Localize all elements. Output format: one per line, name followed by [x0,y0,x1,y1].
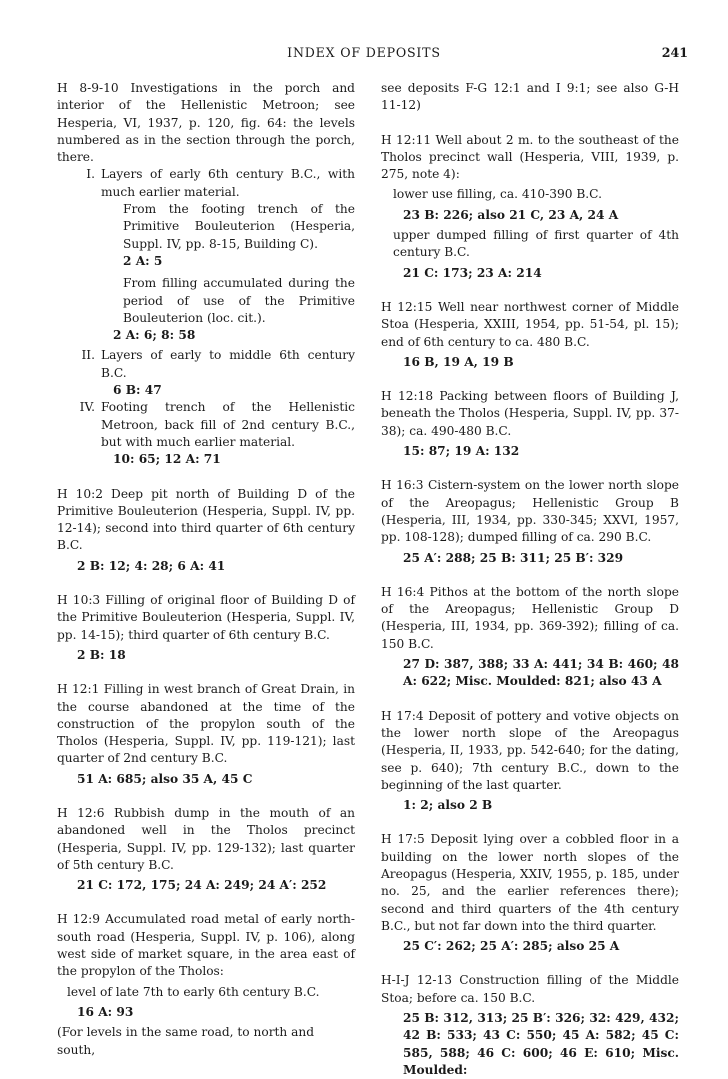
left-column [57,80,355,1059]
level-description: Layers of early 6th century B.C., with much earlier material. [101,167,355,199]
catalogue-reference: 2 A: 6; 8: 58 [113,328,196,343]
continued-note: see deposits F-G 12:1 and I 9:1; see also G-H 11-12) [381,81,679,113]
deposit-h-12-6: H 12:6 Rubbish dump in the mouth of an abandoned well in the Tholos precinct (Hesperia, Suppl. IV, pp. 129-132); last quarter of 5th century B.C. [57,805,355,872]
right-column [381,80,679,1079]
catalogue-reference: 25 A′: 288; 25 B: 311; 25 B′: 329 [403,550,624,565]
level-IV [57,399,355,468]
deposit-h-10-3: H 10:3 Filling of original floor of Building D of the Primitive Bouleuterion (Hesperia, Suppl. IV, pp. 14-15); third quarter of 6th century B.C. [57,593,355,642]
level-description: level of late 7th to early 6th century B.C. [67,984,320,999]
page-number: 241 [661,45,688,60]
deposit-h-16-3: H 16:3 Cistern-system on the lower north slope of the Areopagus; Hellenistic Group B (Hesperia, III, 1934, pp. 330-345; XXVI, 1957, pp. 108-128); dumped filling of ca. 290 B.C. [381,478,679,545]
level-numeral: II. [81,348,95,363]
catalogue-reference: 10: 65; 12 A: 71 [113,452,221,467]
level-numeral: I. [86,167,95,182]
deposit-h-12-11: H 12:11 Well about 2 m. to the southeast of the Tholos precinct wall (Hesperia, VIII, 1939, p. 275, note 4): [381,132,679,182]
deposit-h-17-4: H 17:4 Deposit of pottery and votive objects on the lower north slope of the Areopagus (Hesperia, II, 1933, pp. 542-640; for the dating, see p. 640); 7th century B.C., down to the beginning of the last quarter. [381,708,679,792]
page-header [0,44,728,66]
sublevel-filling: From filling accumulated during the period of use of the Primitive Bouleuterion (loc. cit.). [123,276,355,325]
deposit-h-12-1: H 12:1 Filling in west branch of Great Drain, in the course abandoned at the time of the construction of the propylon south of the Tholos (Hesperia, Suppl. IV, pp. 119-121); last quarter of 2nd century B.C. [57,682,355,766]
running-title: INDEX OF DEPOSITS [287,45,441,60]
catalogue-reference: 25 B: 312, 313; 25 B′: 326; 32: 429, 432; 42 B: 533; 43 C: 550; 45 A: 582; 45 C: 585, 588; 46 C: 600; 46 E: 610; Misc. Moulded: [403,1011,679,1077]
catalogue-reference: 6 B: 47 [113,383,162,398]
level-description: Footing trench of the Hellenistic Metroon, back fill of 2nd century B.C., but with much earlier material. [101,400,355,449]
catalogue-reference: 51 A: 685; also 35 A, 45 C [77,771,253,786]
level-description: upper dumped filling of first quarter of 4th century B.C. [393,228,679,260]
deposit-h-16-4: H 16:4 Pithos at the bottom of the north slope of the Areopagus; Hellenistic Group D (Hesperia, III, 1934, pp. 369-392); filling of ca. 150 B.C. [381,584,679,651]
catalogue-reference: 25 C′: 262; 25 A′: 285; also 25 A [403,939,620,954]
deposit-h-i-j-12-13: H-I-J 12-13 Construction filling of the Middle Stoa; before ca. 150 B.C. [381,973,679,1005]
catalogue-reference: 2 B: 12; 4: 28; 6 A: 41 [77,558,226,573]
level-description: Layers of early to middle 6th century B.C. [101,348,355,380]
deposit-h-17-5: H 17:5 Deposit lying over a cobbled floor in a building on the lower north slopes of the Areopagus (Hesperia, XXIV, 1955, p. 185, under no. 25, and the earlier references there); second and third quarters of the 4th century B.C., but not far down into the third quarter. [381,832,679,933]
catalogue-reference: 16 A: 93 [77,1004,134,1019]
continued-note: (For levels in the same road, to north and south, [57,1025,315,1057]
deposit-h-12-18: H 12:18 Packing between floors of Building J, beneath the Tholos (Hesperia, Suppl. IV, pp. 37-38); ca. 490-480 B.C. [381,389,679,438]
catalogue-reference: 21 C: 172, 175; 24 A: 249; 24 A′: 252 [77,878,327,893]
catalogue-reference: 27 D: 387, 388; 33 A: 441; 34 B: 460; 48 A: 622; Misc. Moulded: 821; also 43 A [403,657,679,689]
catalogue-reference: 2 B: 18 [77,647,126,662]
level-description: lower use filling, ca. 410-390 B.C. [393,187,602,202]
catalogue-reference: 1: 2; also 2 B [403,798,493,813]
deposit-h-12-15: H 12:15 Well near northwest corner of Middle Stoa (Hesperia, XXIII, 1954, pp. 51-54, pl. 15); end of 6th century to ca. 480 B.C. [381,299,679,349]
catalogue-reference: 23 B: 226; also 21 C, 23 A, 24 A [403,207,619,222]
deposit-h-12-9: H 12:9 Accumulated road metal of early north-south road (Hesperia, Suppl. IV, p. 106), along west side of market square, in the area east of the propylon of the Tholos: [57,912,355,979]
deposit-h-10-2: H 10:2 Deep pit north of Building D of the Primitive Bouleuterion (Hesperia, Suppl. IV, pp. 12-14); second into third quarter of 6th century B.C. [57,486,355,553]
sublevel-footing-trench: From the footing trench of the Primitive Bouleuterion (Hesperia, Suppl. IV, pp. 8-15, Building C). [123,202,355,251]
level-I [57,166,355,344]
catalogue-reference: 21 C: 173; 23 A: 214 [403,265,542,280]
level-numeral: IV. [79,400,95,415]
catalogue-reference: 2 A: 5 [123,253,163,268]
level-II [57,347,355,399]
catalogue-reference: 15: 87; 19 A: 132 [403,444,520,459]
catalogue-reference: 16 B, 19 A, 19 B [403,354,514,369]
deposit-h-8-9-10: H 8-9-10 Investigations in the porch and interior of the Hellenistic Metroon; see Hesperia, VI, 1937, p. 120, fig. 64: the levels numbered as in the section through the porch, there. [57,81,355,165]
